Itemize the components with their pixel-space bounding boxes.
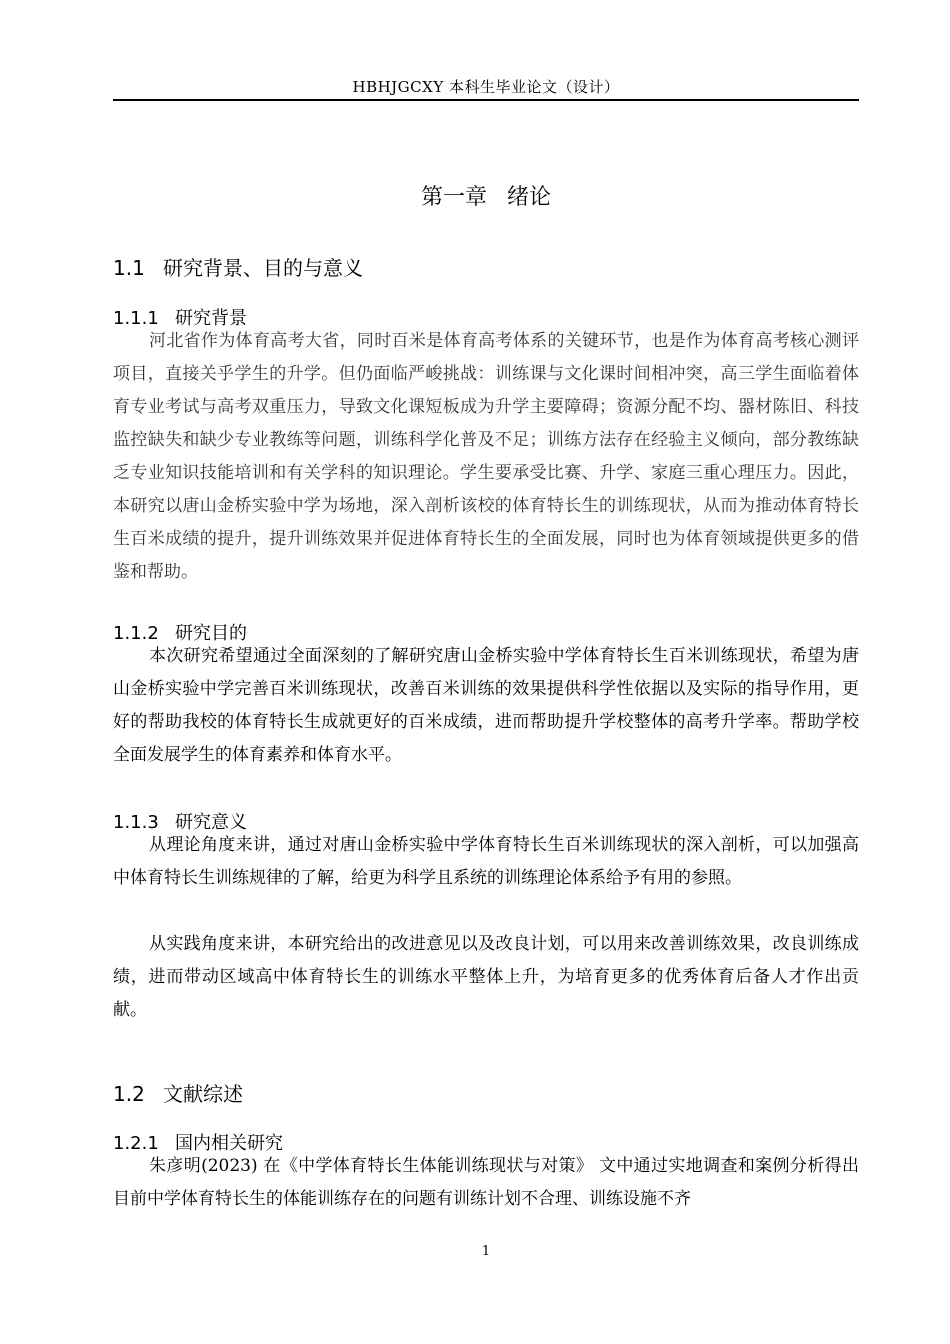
running-header: HBHJGCXY 本科生毕业论文（设计） xyxy=(352,78,620,96)
subsection-title: 研究意义 xyxy=(175,812,247,833)
section-title: 研究背景、目的与意义 xyxy=(163,256,363,280)
chapter-heading xyxy=(113,180,859,211)
page-number: 1 xyxy=(481,1244,491,1259)
chapter-number: 第一章 xyxy=(420,185,487,210)
subsection-number: 1.1.1 xyxy=(113,308,159,329)
paragraph-significance-theory: 从理论角度来讲，通过对唐山金桥实验中学体育特长生百米训练现状的深入剖析，可以加强高中体育特长生训练规律的了解，给更为科学且系统的训练理论体系给予有用的参照。 xyxy=(113,835,859,888)
paragraph-research-purpose: 本次研究希望通过全面深刻的了解研究唐山金桥实验中学体育特长生百米训练现状，希望为唐山金桥实验中学完善百米训练现状，改善百米训练的效果提供科学性依据以及实际的指导作用，更好的帮助我校的体育特长生成就更好的百米成绩，进而帮助提升学校整体的高考升学率。帮助学校全面发展学生的体育素养和体育水平。 xyxy=(113,646,859,765)
section-number: 1.1 xyxy=(113,256,145,280)
subsection-number: 1.2.1 xyxy=(113,1133,159,1154)
chapter-title: 绪论 xyxy=(507,185,552,210)
paragraph-domestic-research: 朱彦明(2023) 在《中学体育特长生体能训练现状与对策》 文中通过实地调查和案例分析得出目前中学体育特长生的体能训练存在的问题有训练计划不合理、训练设施不齐 xyxy=(113,1156,859,1209)
section-heading-1-2 xyxy=(113,1078,243,1107)
header-rule xyxy=(113,99,859,101)
section-title: 文献综述 xyxy=(163,1082,243,1106)
section-number: 1.2 xyxy=(113,1082,145,1106)
subsection-number: 1.1.2 xyxy=(113,623,159,644)
subsection-title: 研究背景 xyxy=(175,308,247,329)
subsection-title: 研究目的 xyxy=(175,623,247,644)
section-heading-1-1 xyxy=(113,252,363,281)
subsection-number: 1.1.3 xyxy=(113,812,159,833)
paragraph-significance-practice: 从实践角度来讲，本研究给出的改进意见以及改良计划，可以用来改善训练效果，改良训练成绩，进而带动区域高中体育特长生的训练水平整体上升，为培育更多的优秀体育后备人才作出贡献。 xyxy=(113,934,859,1020)
subsection-title: 国内相关研究 xyxy=(175,1133,283,1154)
paragraph-research-background: 河北省作为体育高考大省，同时百米是体育高考体系的关键环节，也是作为体育高考核心测评项目，直接关乎学生的升学。但仍面临严峻挑战：训练课与文化课时间相冲突，高三学生面临着体育专业考试与高考双重压力，导致文化课短板成为升学主要障碍；资源分配不均、器材陈旧、科技监控缺失和缺少专业教练等问题，训练科学化普及不足；训练方法存在经验主义倾向，部分教练缺乏专业知识技能培训和有关学科的知识理论。学生要承受比赛、升学、家庭三重心理压力。因此，本研究以唐山金桥实验中学为场地，深入剖析该校的体育特长生的训练现状，从而为推动体育特长生百米成绩的提升，提升训练效果并促进体育特长生的全面发展，同时也为体育领域提供更多的借鉴和帮助。 xyxy=(113,331,859,582)
